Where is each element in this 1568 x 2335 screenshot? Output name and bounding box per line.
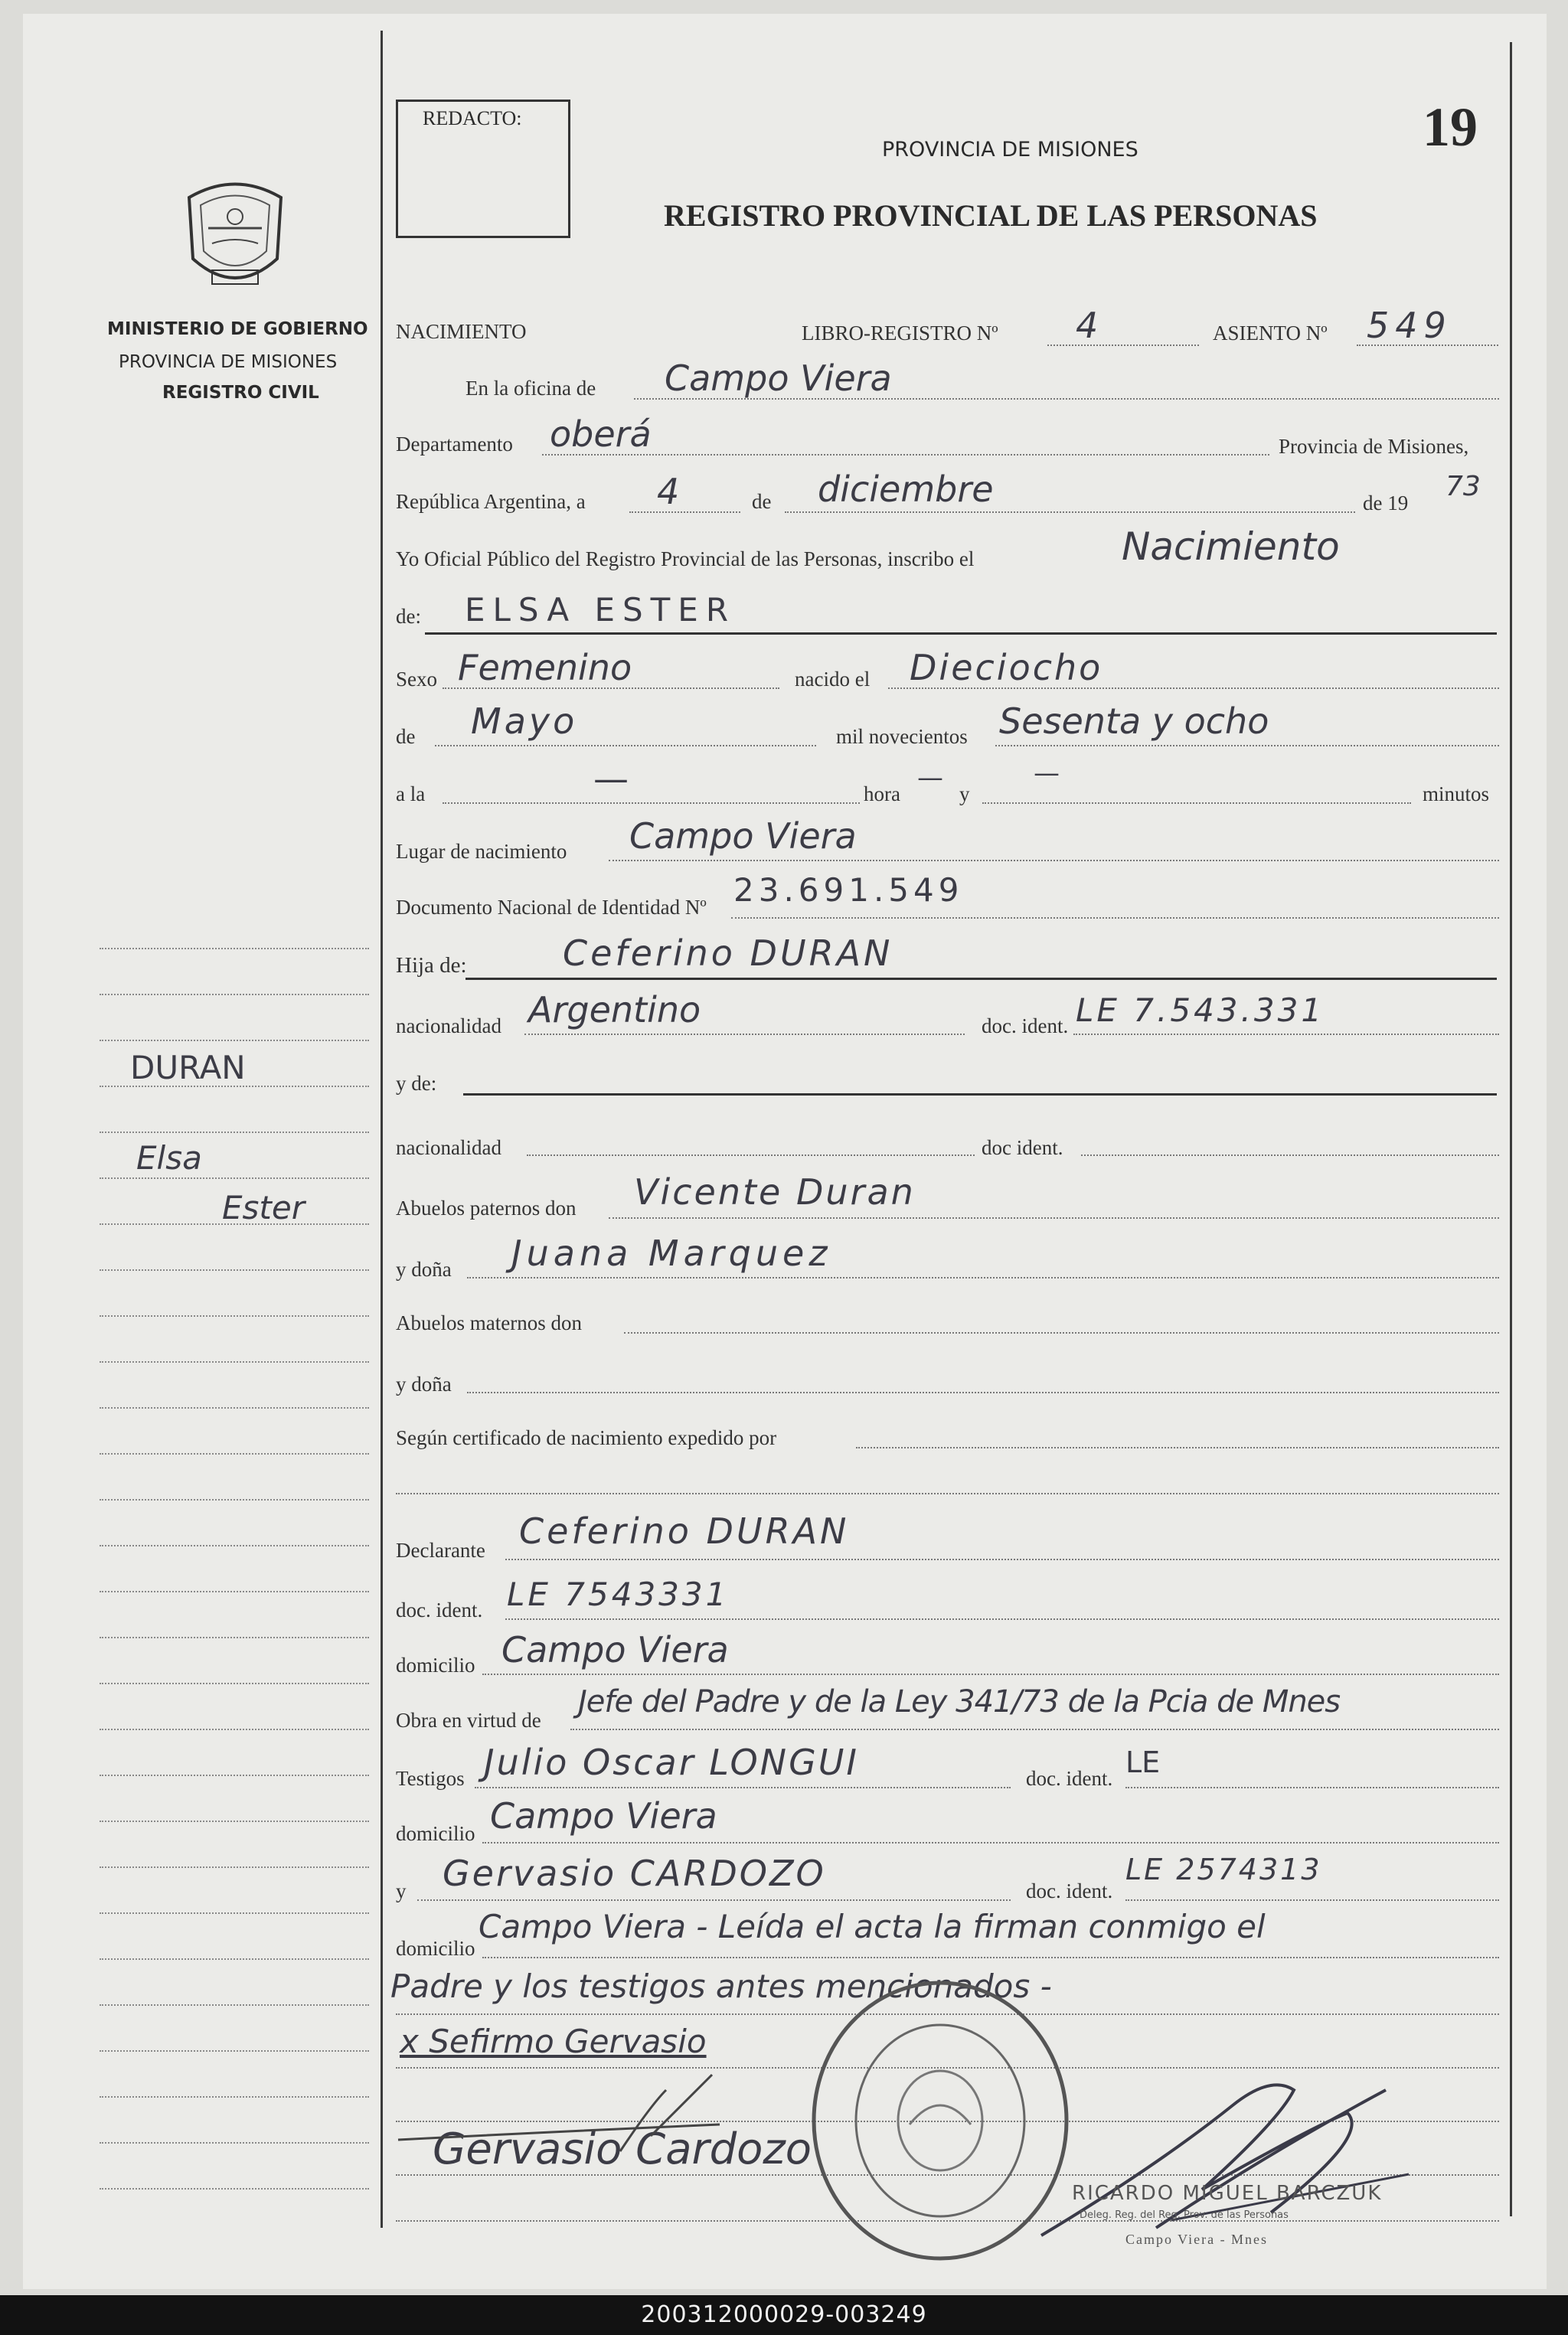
domicilio-1-label: domicilio	[396, 1654, 475, 1677]
domicilio-2-label: domicilio	[396, 1822, 475, 1845]
nacionalidad-2-label: nacionalidad	[396, 1136, 501, 1159]
mes-value: Mayo	[471, 700, 578, 742]
departamento-value: oberá	[550, 413, 652, 455]
lugar-value: Campo Viera	[629, 815, 857, 857]
header-registry: REGISTRO PROVINCIAL DE LAS PERSONAS	[664, 198, 1318, 233]
fecha-de: de	[752, 490, 772, 513]
hora-label: hora	[864, 782, 900, 805]
dona-materna-label: y doña	[396, 1373, 452, 1396]
obra-label: Obra en virtud de	[396, 1709, 541, 1732]
abuelos-maternos-label: Abuelos maternos don	[396, 1311, 582, 1334]
left-margin-rule	[381, 31, 383, 2228]
fecha-label: República Argentina, a	[396, 490, 586, 513]
nacido-value: Dieciocho	[910, 647, 1103, 688]
official-role: Deleg. Reg. del Reg. Prov. de las Personas	[1080, 2209, 1289, 2221]
fecha-year-prefix: de 19	[1363, 491, 1409, 514]
libro-value: 4	[1076, 305, 1099, 346]
ministry-label: MINISTERIO DE GOBIERNO	[107, 319, 368, 339]
minutos-dash: —	[1034, 758, 1060, 789]
domicilio-1-value: Campo Viera	[501, 1629, 729, 1670]
nacionalidad-1-value: Argentino	[528, 989, 701, 1030]
official-round-seal	[802, 1971, 1078, 2270]
y-label: y	[959, 782, 970, 805]
testigos-label: Testigos	[396, 1767, 465, 1790]
mil-novecientos-value: Sesenta y ocho	[999, 700, 1269, 742]
testigo-1-value: Julio Oscar LONGUI	[484, 1742, 859, 1783]
registry-label: REGISTRO CIVIL	[162, 383, 319, 403]
stub-given-name-1: Elsa	[136, 1139, 202, 1177]
fecha-year: 73	[1446, 471, 1481, 502]
hora-dash-1: —	[593, 758, 629, 799]
doc-ident-testigo-1-label: doc. ident.	[1026, 1767, 1113, 1790]
a-la-label: a la	[396, 782, 426, 805]
mil-novecientos-label: mil novecientos	[836, 725, 968, 748]
asiento-value: 549	[1367, 305, 1452, 346]
y-de-label: y de:	[396, 1072, 437, 1095]
departamento-label: Departamento	[396, 433, 513, 456]
doc-ident-testigo-2-value: LE 2574313	[1125, 1853, 1322, 1886]
doc-ident-declarante-value: LE 7543331	[507, 1576, 730, 1613]
mes-label: de	[396, 725, 416, 748]
witness-signature: Gervasio Cardozo	[433, 2124, 812, 2174]
provincia-suffix: Provincia de Misiones,	[1279, 435, 1469, 458]
doc-ident-2-label: doc ident.	[982, 1136, 1063, 1159]
province-label: PROVINCIA DE MISIONES	[119, 352, 338, 372]
abuela-paterna-value: Juana Marquez	[511, 1233, 832, 1274]
doc-ident-1-label: doc. ident.	[982, 1014, 1069, 1037]
abuelo-paterno-value: Vicente Duran	[634, 1171, 916, 1213]
doc-ident-declarante-label: doc. ident.	[396, 1599, 483, 1621]
nacido-label: nacido el	[795, 668, 871, 691]
fecha-day: 4	[657, 471, 680, 512]
declarante-value: Ceferino DURAN	[519, 1510, 850, 1552]
closing-note: Padre y los testigos antes mencionados -	[390, 1968, 1052, 2005]
child-name: ELSA ESTER	[465, 591, 737, 629]
official-place: Campo Viera - Mnes	[1125, 2232, 1269, 2247]
official-name: RICARDO MIGUEL BARCZUK	[1072, 2182, 1383, 2205]
father-name: Ceferino DURAN	[563, 932, 893, 974]
inscribo-value: Nacimiento	[1122, 524, 1340, 569]
domicilio-2-value: Campo Viera	[490, 1795, 717, 1837]
domicilio-3-label: domicilio	[396, 1937, 475, 1960]
nacionalidad-1-label: nacionalidad	[396, 1014, 501, 1037]
testigo-2-value: Gervasio CARDOZO	[443, 1853, 826, 1894]
domicilio-3-value: Campo Viera - Leída el acta la firman conmigo el	[479, 1908, 1266, 1945]
inscribo-label: Yo Oficial Público del Registro Provincial de las Personas, inscribo el	[396, 547, 975, 570]
segun-label: Según certificado de nacimiento expedido por	[396, 1426, 777, 1449]
header-province: PROVINCIA DE MISIONES	[882, 138, 1138, 162]
hora-dash-2: —	[917, 763, 943, 793]
stub-surname: DURAN	[130, 1049, 246, 1086]
declarante-label: Declarante	[396, 1539, 485, 1562]
libro-label: LIBRO-REGISTRO Nº	[802, 322, 998, 345]
oficina-value: Campo Viera	[665, 358, 892, 399]
testado-note: x Sefirmo Gervasio	[400, 2023, 707, 2060]
province-seal-icon	[178, 175, 292, 297]
minutos-label: minutos	[1423, 782, 1490, 805]
sexo-label: Sexo	[396, 668, 437, 691]
stub-given-name-2: Ester	[222, 1189, 305, 1226]
doc-ident-testigo-2-label: doc. ident.	[1026, 1879, 1113, 1902]
record-type: NACIMIENTO	[396, 320, 527, 343]
dona-paterna-label: y doña	[396, 1258, 452, 1281]
page-number: 19	[1423, 96, 1478, 158]
lugar-label: Lugar de nacimiento	[396, 840, 567, 863]
dni-value: 23.691.549	[733, 871, 964, 909]
testigo-2-y-label: y	[396, 1879, 407, 1902]
sexo-value: Femenino	[458, 647, 632, 688]
dni-label: Documento Nacional de Identidad Nº	[396, 896, 707, 919]
hija-label: Hija de:	[396, 953, 467, 978]
oficina-label: En la oficina de	[466, 377, 596, 400]
doc-ident-testigo-1-value: LE	[1125, 1746, 1161, 1779]
document-id: 200312000029-003249	[641, 2301, 927, 2328]
doc-ident-1-value: LE 7.543.331	[1076, 991, 1325, 1029]
right-margin-rule	[1510, 42, 1512, 2216]
abuelos-paternos-label: Abuelos paternos don	[396, 1197, 577, 1220]
redacto-label: REDACTO:	[423, 107, 522, 129]
obra-value: Jefe del Padre y de la Ley 341/73 de la Pcia de Mnes	[578, 1684, 1341, 1719]
asiento-label: ASIENTO Nº	[1213, 322, 1328, 345]
fecha-month: diciembre	[818, 469, 994, 510]
de-name-label: de:	[396, 605, 421, 628]
